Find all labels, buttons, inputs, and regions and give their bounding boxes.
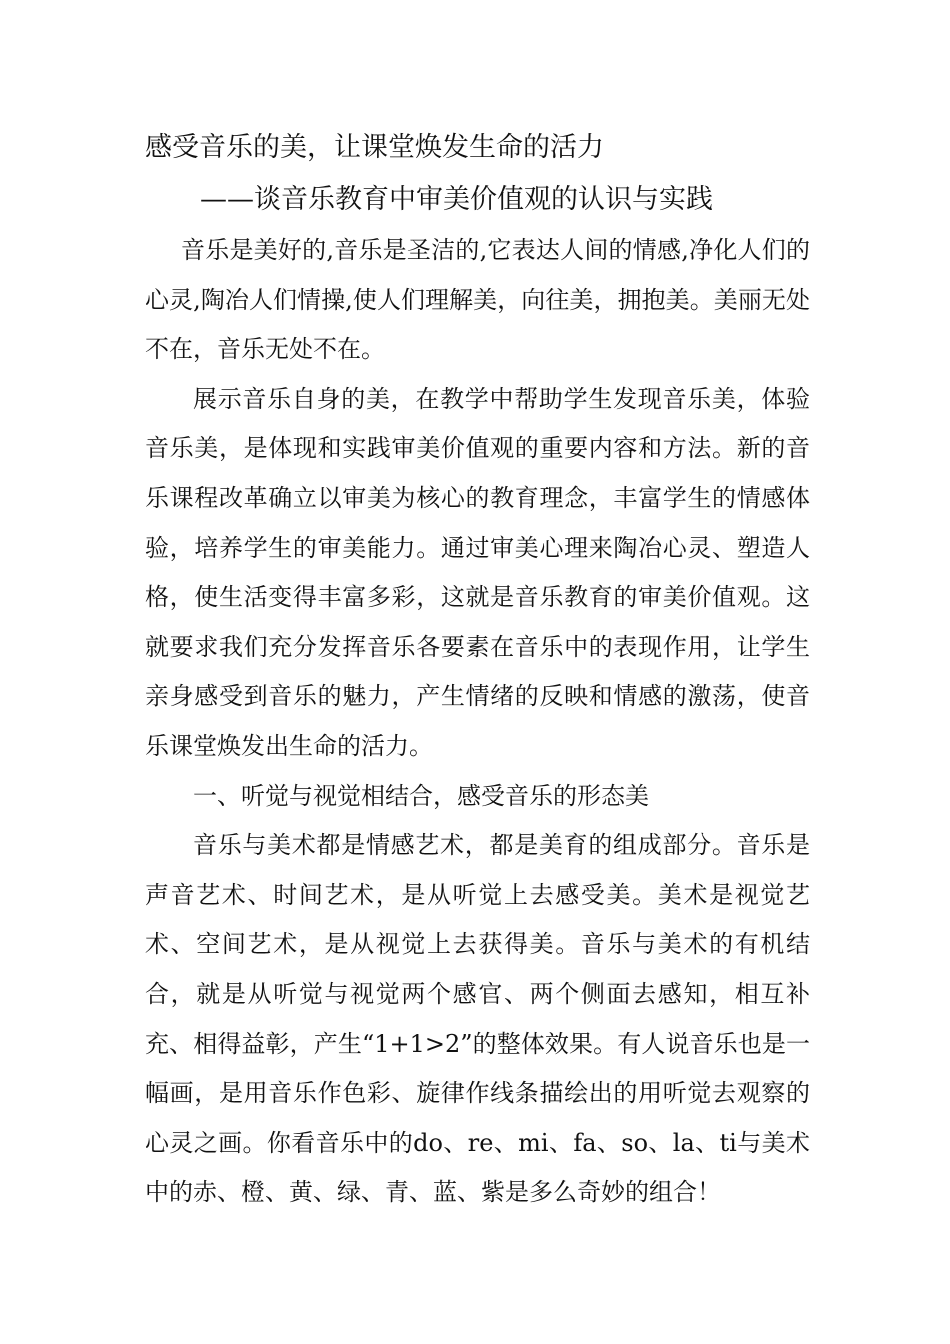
paragraph-intro: 音乐是美好的,音乐是圣洁的,它表达人间的情感,净化人们的心灵,陶冶人们情操,使人们理解美，向往美，拥抱美。美丽无处不在，音乐无处不在。 xyxy=(145,236,810,364)
paragraph-aesthetic-values: 展示音乐自身的美，在教学中帮助学生发现音乐美，体验音乐美，是体现和实践审美价值观的重要内容和方法。新的音乐课程改革确立以审美为核心的教育理念，丰富学生的情感体验，培养学生的审美能力。通过审美心理来陶冶心灵、塑造人格，使生活变得丰富多彩，这就是音乐教育的审美价值观。这就要求我们充分发挥音乐各要素在音乐中的表现作用，让学生亲身感受到音乐的魅力，产生情绪的反映和情感的激荡，使音乐课堂焕发出生命的活力。 xyxy=(145,384,810,760)
document-body xyxy=(145,226,810,1218)
section-heading-1: 一、听觉与视觉相结合，感受音乐的形态美 xyxy=(193,781,649,810)
document-subtitle: ——谈音乐教育中审美价值观的认识与实践 xyxy=(200,184,713,215)
paragraph-music-and-art: 音乐与美术都是情感艺术，都是美育的组成部分。音乐是声音艺术、时间艺术，是从听觉上去感受美。美术是视觉艺术、空间艺术，是从视觉上去获得美。音乐与美术的有机结合，就是从听觉与视觉两个感官、两个侧面去感知，相互补充、相得益彰，产生“1+1>2”的整体效果。有人说音乐也是一幅画，是用音乐作色彩、旋律作线条描绘出的用听觉去观察的心灵之画。你看音乐中的do、re、mi、fa、so、la、ti与美术中的赤、橙、黄、绿、青、蓝、紫是多么奇妙的组合！ xyxy=(145,831,810,1207)
document-title: 感受音乐的美，让课堂焕发生命的活力 xyxy=(145,132,604,163)
